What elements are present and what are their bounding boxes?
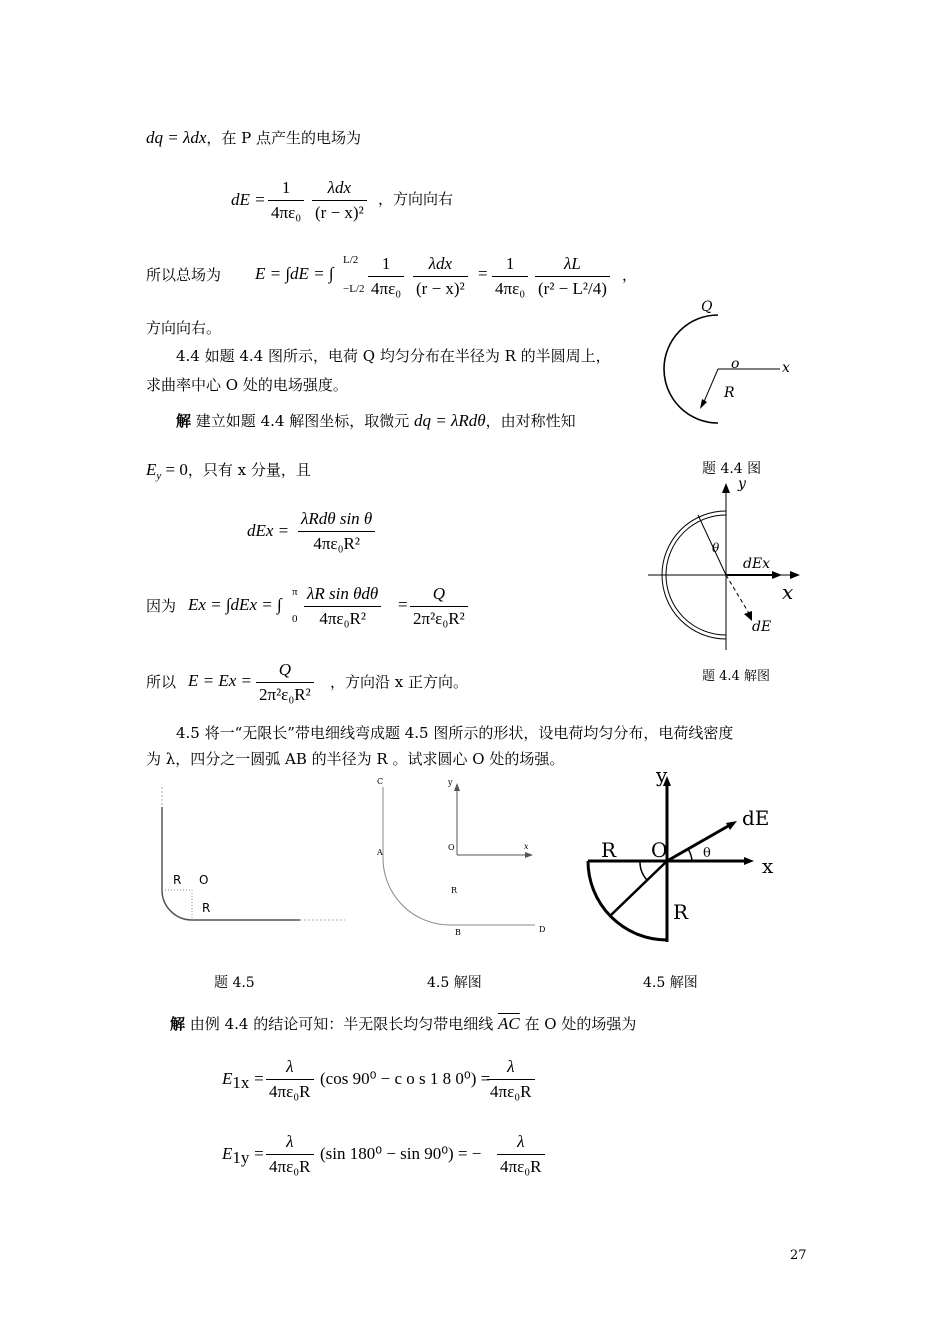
eq-dE-frac1: $\frac{1}{\text{4πε₀}}$: [268, 178, 304, 223]
sol44-jie: 解: [176, 412, 192, 430]
line-dq-text: ，在 P 点产生的电场为: [206, 129, 362, 147]
eq-dq: dq = λdx: [146, 128, 207, 147]
fig45-caption: 题 4.5: [214, 975, 255, 991]
E1x-frac1: $\frac{\lambda}{\text{4πε₀R}}$: [266, 1057, 314, 1102]
fig44-label-Q: Q: [701, 299, 713, 315]
fig44s-label-y: y: [738, 476, 746, 492]
total-frac2: λdx (r − x)²: [413, 254, 468, 299]
total-lhs: E = ∫dE = ∫: [255, 264, 334, 283]
Ex-prefix: 因为: [146, 597, 177, 615]
sol44-line: [176, 411, 576, 431]
eq-dE-suffix: ，方向向右: [378, 190, 454, 208]
sol45-tail: 在 O 处的场强为: [524, 1015, 637, 1033]
page-number: 27: [790, 1248, 807, 1263]
total-frac3: $\frac{1}{\text{4πε₀}}$: [492, 254, 528, 299]
fig45s-label-C: C: [377, 777, 384, 786]
fig45s-label-D: D: [539, 925, 546, 934]
sol45-seg: $\overline{AC}$: [497, 1014, 520, 1033]
ey-line: $E_y = 0$，只有 x 分量，且: [146, 460, 311, 482]
E-lhs: E = Ex =: [188, 671, 253, 690]
Ex-lower: 0: [292, 613, 298, 625]
total-prefix: 所以总场为: [146, 266, 222, 284]
E1y-lhs: $E_{1y}$ =: [222, 1144, 264, 1167]
total-tail: ，: [622, 266, 638, 284]
dEx-lhs: dEx =: [247, 521, 290, 540]
Ex-frac2: $\frac{Q}{\text{2π²ε₀R²}}$: [410, 584, 468, 629]
fig45s2-label-O: O: [651, 838, 668, 862]
total-lower: −L/2: [343, 283, 365, 295]
fig44-solution-diagram: [640, 475, 820, 655]
fig45s2-caption: 4.5 解图: [643, 975, 698, 991]
total-upper: L/2: [343, 254, 359, 266]
fig44s-label-dE: dE: [752, 619, 772, 635]
fig45s2-label-theta: θ: [703, 846, 711, 861]
fig45s-caption: 4.5 解图: [427, 975, 482, 991]
E-tail: ，方向沿 x 正方向。: [330, 673, 468, 691]
fig45s-label-x: x: [524, 842, 529, 851]
fig45-solution-diagram: [370, 775, 560, 945]
E1y-frac1: $\frac{\lambda}{\text{4πε₀R}}$: [266, 1132, 314, 1177]
fig45s2-label-R: R: [601, 838, 617, 862]
p44-line1: 4.4 如题 4.4 图所示，电荷 Q 均匀分布在半径为 R 的半圆周上，: [176, 347, 611, 365]
fig44s-caption: 题 4.4 解图: [702, 669, 770, 684]
Ex-eq: =: [398, 595, 408, 614]
E-prefix: 所以: [146, 673, 177, 691]
E1y-frac2: $\frac{\lambda}{\text{4πε₀R}}$: [497, 1132, 545, 1177]
E1y-mid: (sin 180⁰ − sin 90⁰) = −: [320, 1144, 482, 1163]
total-frac1: $\frac{1}{\text{4πε₀}}$: [368, 254, 404, 299]
fig44s-label-dEx: dEx: [743, 556, 771, 572]
fig44-caption: 题 4.4 图: [702, 461, 762, 477]
fig45s-label-y: y: [448, 778, 453, 787]
fig45-diagram: [150, 775, 350, 935]
fig44-label-R: R: [724, 385, 735, 401]
fig45s2-label-y: y: [656, 763, 668, 787]
E1x-lhs: $E_{1x}$ =: [222, 1069, 264, 1092]
fig45s-label-O: O: [448, 843, 455, 852]
fig45s-label-R: R: [451, 886, 458, 895]
p44-line2: 求曲率中心 O 处的电场强度。: [146, 376, 348, 394]
sol45-line: [170, 1014, 636, 1034]
sol44-text: 建立如题 4.4 解图坐标，取微元: [195, 412, 410, 430]
Ex-lhs: Ex = ∫dEx = ∫: [188, 595, 282, 614]
fig45s-label-B: B: [455, 928, 461, 937]
fig45s2-label-R2: R: [673, 900, 689, 924]
fig45s-label-A: A: [377, 848, 383, 857]
E1x-mid: (cos 90⁰ − c o s 1 8 0⁰) =: [320, 1069, 491, 1088]
total-frac4: $\frac{\lambda L}{\text{(r² − L²/4)}}$: [535, 254, 610, 299]
sol45-text: 由例 4.4 的结论可知：半无限长均匀带电细线: [189, 1015, 494, 1033]
fig45-label-R2: R: [202, 901, 211, 915]
E-frac: $\frac{Q}{\text{2π²ε₀R²}}$: [256, 660, 314, 705]
p45-line1: 4.5 将一“无限长”带电细线弯成题 4.5 图所示的形状，设电荷均匀分布，电荷线密度: [176, 724, 734, 742]
dEx-frac: λRdθ sin θ 4πε₀R²: [298, 509, 375, 554]
fig45-label-R: R: [173, 873, 182, 887]
sol45-jie: 解: [170, 1015, 186, 1033]
fig44s-label-theta: θ: [712, 541, 720, 555]
fig44s-label-x: x: [782, 580, 794, 604]
fig45-label-O: O: [199, 873, 209, 887]
sol44-eq: dq = λRdθ: [413, 411, 486, 430]
E1x-frac2: $\frac{\lambda}{\text{4πε₀R}}$: [487, 1057, 535, 1102]
fig44-label-o: o: [731, 356, 740, 372]
line-dq: [146, 128, 361, 148]
fig45s2-label-dE: dE: [742, 806, 770, 830]
Ex-upper: π: [292, 586, 298, 598]
sol44-tail: ，由对称性知: [485, 412, 576, 430]
eq-dE-frac2: λdx (r − x)²: [312, 178, 367, 223]
eq-dE-lhs: dE =: [231, 190, 266, 209]
fig45s2-label-x: x: [762, 854, 774, 878]
fig44-label-x: x: [782, 360, 790, 376]
p45-line2: 为 λ，四分之一圆弧 AB 的半径为 R 。试求圆心 O 处的场强。: [146, 750, 565, 768]
total-eq: =: [478, 264, 488, 283]
Ex-frac1: λR sin θdθ 4πε₀R²: [304, 584, 381, 629]
direction-right: 方向向右。: [146, 319, 222, 337]
